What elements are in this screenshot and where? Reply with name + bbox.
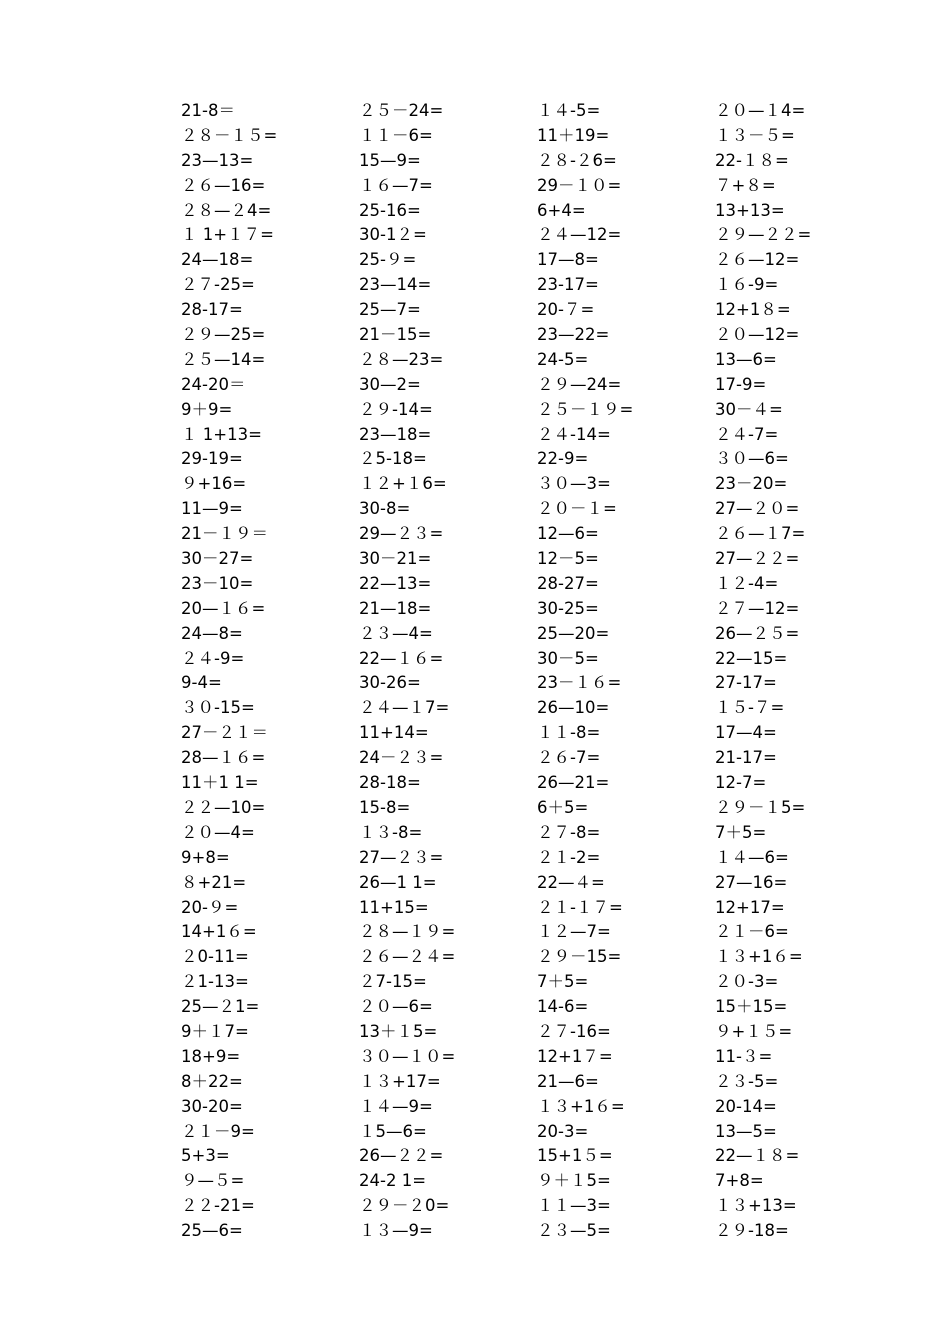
math-problem: ２5-18= [359, 449, 427, 469]
math-problem: 7＋5= [715, 822, 767, 842]
math-problem: 15+1５= [537, 1146, 613, 1166]
math-problem: 24-20＝ [181, 374, 246, 394]
math-problem: 9＋１7= [181, 1021, 249, 1041]
math-problem: 13＋１5= [359, 1021, 438, 1041]
math-problem: ２８—23= [359, 349, 444, 369]
math-problem: ７+８= [715, 175, 776, 195]
math-problem: 6＋5= [537, 797, 589, 817]
math-problem: 30－４= [715, 399, 783, 419]
math-problem: ３０—3= [537, 474, 611, 494]
math-problem: 21—6= [537, 1071, 599, 1091]
math-problem: 12+1８= [715, 300, 791, 320]
math-problem: 12—6= [537, 524, 599, 544]
math-problem: 28-27= [537, 573, 599, 593]
math-problem: 23—14= [359, 275, 432, 295]
problem-column-1 [181, 99, 277, 1244]
problem-column-3 [537, 99, 633, 1244]
math-problem: １２-4= [715, 573, 779, 593]
math-problem: 23-17= [537, 275, 599, 295]
math-problem: 30-26= [359, 673, 421, 693]
math-problem: １ 1+13= [181, 424, 262, 444]
math-problem: ２３-5= [715, 1071, 779, 1091]
math-problem: １１—3= [537, 1196, 611, 1216]
math-problem: 23—22= [537, 325, 610, 345]
math-problem: ２４-9= [181, 648, 245, 668]
math-problem: 27—２２= [715, 549, 800, 569]
math-problem: ２８—２4= [181, 200, 272, 220]
math-problem: 5+3= [181, 1146, 230, 1166]
math-problem: １5—6= [359, 1121, 427, 1141]
math-problem: ２1-13= [181, 972, 249, 992]
math-problem: １ 1+１７= [181, 225, 274, 245]
math-problem: ２０—6= [359, 997, 433, 1017]
math-problem: 15-8= [359, 797, 411, 817]
math-problem: ２９—24= [537, 374, 622, 394]
math-problem: 22—１８= [715, 1146, 800, 1166]
math-problem: 13—6= [715, 349, 777, 369]
math-problem: 24-5= [537, 349, 589, 369]
math-problem: 12+1７= [537, 1046, 613, 1066]
math-problem: 20—１６= [181, 598, 266, 618]
math-problem: 22—４= [537, 872, 605, 892]
math-problem: 28-17= [181, 300, 243, 320]
math-problem: ３０-15= [181, 698, 255, 718]
math-problem: ２２—10= [181, 797, 266, 817]
math-problem: 25—6= [181, 1221, 243, 1241]
math-problem: 20-９= [181, 897, 239, 917]
math-problem: 30—2= [359, 374, 421, 394]
math-problem: 30－21= [359, 549, 432, 569]
math-problem: 22—１６= [359, 648, 444, 668]
math-problem: 11＋19= [537, 125, 610, 145]
math-problem: １２+１6= [359, 474, 447, 494]
math-problem: １２—7= [537, 922, 611, 942]
math-problem: １４—6= [715, 847, 789, 867]
math-problem: 27-17= [715, 673, 777, 693]
math-problem: ２７-8= [537, 822, 601, 842]
math-problem: １１-8= [537, 723, 601, 743]
math-problem: １６—7= [359, 175, 433, 195]
math-problem: ２８—１９= [359, 922, 456, 942]
math-problem: 30－5= [537, 648, 599, 668]
math-problem: ２９－15= [537, 947, 622, 967]
math-problem: 29—２３= [359, 524, 444, 544]
math-problem: 23－１６= [537, 673, 622, 693]
math-problem: 30-25= [537, 598, 599, 618]
math-problem: 27—２３= [359, 847, 444, 867]
math-problem: 24—8= [181, 623, 243, 643]
math-problem: 12+17= [715, 897, 785, 917]
math-problem: 23—18= [359, 424, 432, 444]
math-problem: ２８－１５= [181, 125, 278, 145]
math-problem: 17—8= [537, 250, 599, 270]
math-problem: ８+21= [181, 872, 247, 892]
math-problem: ３０—１０= [359, 1046, 456, 1066]
math-problem: 30-20= [181, 1096, 243, 1116]
math-problem: １４—9= [359, 1096, 433, 1116]
math-problem: １３+13= [715, 1196, 797, 1216]
math-problem: 12-7= [715, 773, 767, 793]
problem-column-4 [715, 99, 811, 1244]
math-problem: 25-９= [359, 250, 417, 270]
math-problem: ２９—25= [181, 325, 266, 345]
math-problem: 25—7= [359, 300, 421, 320]
math-problem: 28—１６= [181, 748, 266, 768]
math-problem: 17—4= [715, 723, 777, 743]
math-problem: 20-3= [537, 1121, 589, 1141]
math-problem: 24－２３= [359, 748, 444, 768]
math-problem: 23－20= [715, 474, 788, 494]
math-problem: 20-14= [715, 1096, 777, 1116]
math-problem: 6+4= [537, 200, 586, 220]
math-problem: １３+17= [359, 1071, 441, 1091]
math-problem: ９＋１5= [537, 1171, 611, 1191]
math-problem: 22—13= [359, 573, 432, 593]
math-problem: 22-１８= [715, 150, 789, 170]
math-problem: １３－５= [715, 125, 795, 145]
math-problem: ２7-15= [359, 972, 427, 992]
math-problem: 29-19= [181, 449, 243, 469]
math-problem: ２４—12= [537, 225, 622, 245]
math-problem: １４-5= [537, 101, 601, 120]
math-problem: 23－10= [181, 573, 254, 593]
math-problem: １３+1６= [715, 947, 803, 967]
math-problem: 26—２２= [359, 1146, 444, 1166]
math-problem: ９+１５= [715, 1021, 793, 1041]
math-problem: ３０—6= [715, 449, 789, 469]
math-problem: 11-３= [715, 1046, 773, 1066]
math-problem: ２４—１7= [359, 698, 450, 718]
math-problem: 7＋5= [537, 972, 589, 992]
math-problem: 25-16= [359, 200, 421, 220]
math-problem: 8＋22= [181, 1071, 243, 1091]
math-problem: 25—20= [537, 623, 610, 643]
math-problem: 15—9= [359, 150, 421, 170]
math-problem: 29－１０= [537, 175, 622, 195]
math-problem: ２０—１4= [715, 101, 806, 120]
math-problem: １１－6= [359, 125, 433, 145]
math-problem: ２１-2= [537, 847, 601, 867]
math-problem: 26—21= [537, 773, 610, 793]
math-problem: ２７-25= [181, 275, 255, 295]
math-problem: 21—18= [359, 598, 432, 618]
math-problem: 21-17= [715, 748, 777, 768]
math-problem: 14+1６= [181, 922, 257, 942]
math-problem: 30－27= [181, 549, 254, 569]
math-problem: 28-18= [359, 773, 421, 793]
math-problem: ２０－１= [537, 499, 617, 519]
math-problem: ２５－24= [359, 101, 444, 120]
math-problem: 9＋9= [181, 399, 233, 419]
math-problem: 20-７= [537, 300, 595, 320]
math-problem: ２0-11= [181, 947, 249, 967]
math-problem: ２８-２6= [537, 150, 617, 170]
math-problem: ９+16= [181, 474, 247, 494]
math-problem: 21-8＝ [181, 101, 235, 120]
math-problem: １３+1６= [537, 1096, 625, 1116]
math-problem: ２０—4= [181, 822, 255, 842]
math-problem: ２１－9= [181, 1121, 255, 1141]
math-problem: ２７-16= [537, 1021, 611, 1041]
math-problem: 27—16= [715, 872, 788, 892]
math-problem: ２５—14= [181, 349, 266, 369]
math-problem: 15＋15= [715, 997, 788, 1017]
math-problem: 30-8= [359, 499, 411, 519]
math-problem: ２４-14= [537, 424, 611, 444]
math-problem: ２９-18= [715, 1221, 789, 1241]
math-problem: 13—5= [715, 1121, 777, 1141]
math-problem: ２６—１7= [715, 524, 806, 544]
math-problem: 30-1２= [359, 225, 427, 245]
math-problem: 27－２１＝ [181, 723, 268, 743]
math-problem: １６-9= [715, 275, 779, 295]
math-problem: 21－１９＝ [181, 524, 268, 544]
math-problem: ２０—12= [715, 325, 800, 345]
math-problem: 17-9= [715, 374, 767, 394]
math-problem: ２０-3= [715, 972, 779, 992]
math-problem: 22-9= [537, 449, 589, 469]
math-problem: 11+15= [359, 897, 429, 917]
math-problem: 7+8= [715, 1171, 764, 1191]
math-problem: ２９－１5= [715, 797, 806, 817]
math-problem: ２５－１９= [537, 399, 634, 419]
math-problem: 21－15= [359, 325, 432, 345]
math-problem: 22—15= [715, 648, 788, 668]
problem-column-2 [359, 99, 455, 1244]
math-problem: 14-6= [537, 997, 589, 1017]
math-problem: ２７—12= [715, 598, 800, 618]
math-problem: ２６—２４= [359, 947, 456, 967]
math-problem: ２４-7= [715, 424, 779, 444]
math-problem: 11+14= [359, 723, 429, 743]
math-problem: ２１－6= [715, 922, 789, 942]
math-problem: ２１-１７= [537, 897, 623, 917]
math-problem: ２６—16= [181, 175, 266, 195]
math-problem: 27—２０= [715, 499, 800, 519]
math-problem: １３—9= [359, 1221, 433, 1241]
math-problem: 24—18= [181, 250, 254, 270]
math-problem: 9-4= [181, 673, 222, 693]
math-problem: ２９—２２= [715, 225, 812, 245]
math-problem: ２６-7= [537, 748, 601, 768]
math-problem: 18+9= [181, 1046, 241, 1066]
math-problem: 24-2 1= [359, 1171, 427, 1191]
math-problem: 26—10= [537, 698, 610, 718]
math-problem: 11—9= [181, 499, 243, 519]
math-problem: ２３—5= [537, 1221, 611, 1241]
math-problem: 26—２５= [715, 623, 800, 643]
math-problem: 23—13= [181, 150, 254, 170]
math-problem: 25—２1= [181, 997, 260, 1017]
math-problem: ２３—4= [359, 623, 433, 643]
math-problem: 26—1 1= [359, 872, 437, 892]
math-problem: 9+8= [181, 847, 230, 867]
math-problem: ２９－２0= [359, 1196, 450, 1216]
math-problem: １３-8= [359, 822, 423, 842]
math-problem: ２９-14= [359, 399, 433, 419]
math-problem: 11＋1 1= [181, 773, 259, 793]
math-problem: １５-７= [715, 698, 785, 718]
math-problem: ２６—12= [715, 250, 800, 270]
math-problem: ２２-21= [181, 1196, 255, 1216]
math-problem: 12－5= [537, 549, 599, 569]
math-problem: 13+13= [715, 200, 785, 220]
math-problem: ９—５= [181, 1171, 245, 1191]
